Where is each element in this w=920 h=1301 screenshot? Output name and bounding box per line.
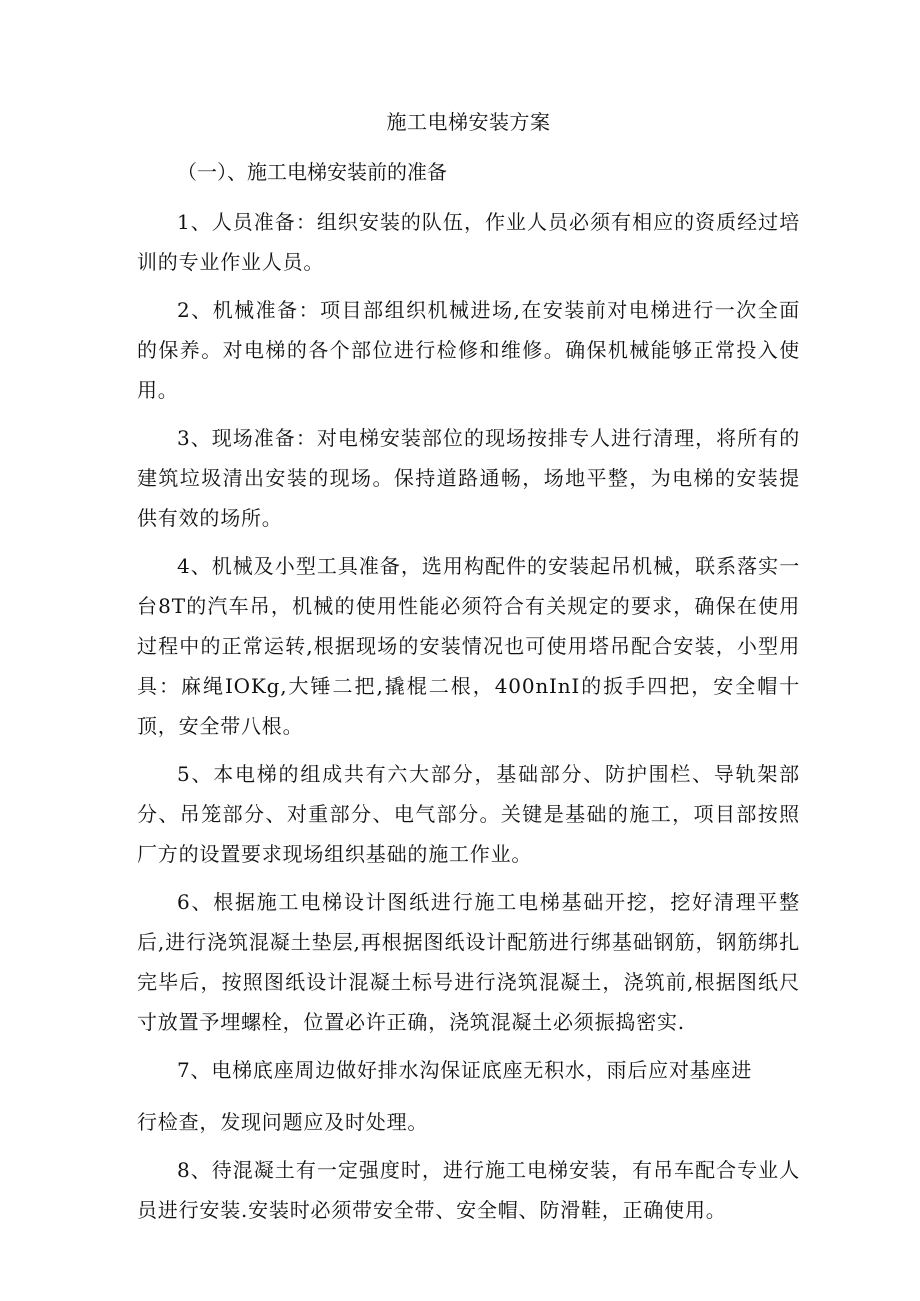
paragraph-drainage-line1: 7、电梯底座周边做好排水沟保证底座无积水，雨后应对基座进 — [177, 1058, 753, 1082]
paragraph-foundation: 6、根据施工电梯设计图纸进行施工电梯基础开挖，挖好清理平整后,进行浇筑混凝土垫层,再根据图纸设计配筋进行绑基础钢筋，钢筋绑扎完毕后，按照图纸设计混凝土标号进行浇筑混凝土，浇筑前,根据图纸尺寸放置予埋螺栓，位置必许正确，浇筑混凝土必须振捣密实. — [137, 890, 800, 1034]
document-body — [137, 96, 800, 1230]
paragraph-installation: 8、待混凝土有一定强度时，进行施工电梯安装，有吊车配合专业人员进行安装.安装时必须带安全带、安全帽、防滑鞋，正确使用。 — [137, 1158, 800, 1222]
paragraph-drainage-line2: 行检查，发现问题应及时处理。 — [137, 1110, 429, 1134]
paragraph-components: 5、本电梯的组成共有六大部分，基础部分、防护围栏、导轨架部分、吊笼部分、对重部分、电气部分。关键是基础的施工，项目部按照厂方的设置要求现场组织基础的施工作业。 — [137, 762, 800, 866]
paragraph-personnel: 1、人员准备：组织安装的队伍，作业人员必须有相应的资质经过培训的专业作业人员。 — [137, 210, 800, 274]
document-title: 施工电梯安装方案 — [386, 110, 551, 134]
section-heading: （一）、施工电梯安装前的准备 — [177, 160, 447, 184]
paragraph-machinery: 2、机械准备：项目部组织机械进场,在安装前对电梯进行一次全面的保养。对电梯的各个部位进行检修和维修。确保机械能够正常投入使用。 — [137, 298, 800, 402]
paragraph-site: 3、现场准备：对电梯安装部位的现场按排专人进行清理，将所有的建筑垃圾清出安装的现场。保持道路通畅，场地平整，为电梯的安装提供有效的场所。 — [137, 426, 800, 530]
paragraph-tools: 4、机械及小型工具准备，选用构配件的安装起吊机械，联系落实一台8T的汽车吊，机械的使用性能必须符合有关规定的要求，确保在使用过程中的正常运转,根据现场的安装情况也可使用塔吊配合安装，小型用具：麻绳IOKg,大锤二把,撬棍二根，400nInI的扳手四把，安全帽十顶，安全带八根。 — [137, 554, 800, 738]
